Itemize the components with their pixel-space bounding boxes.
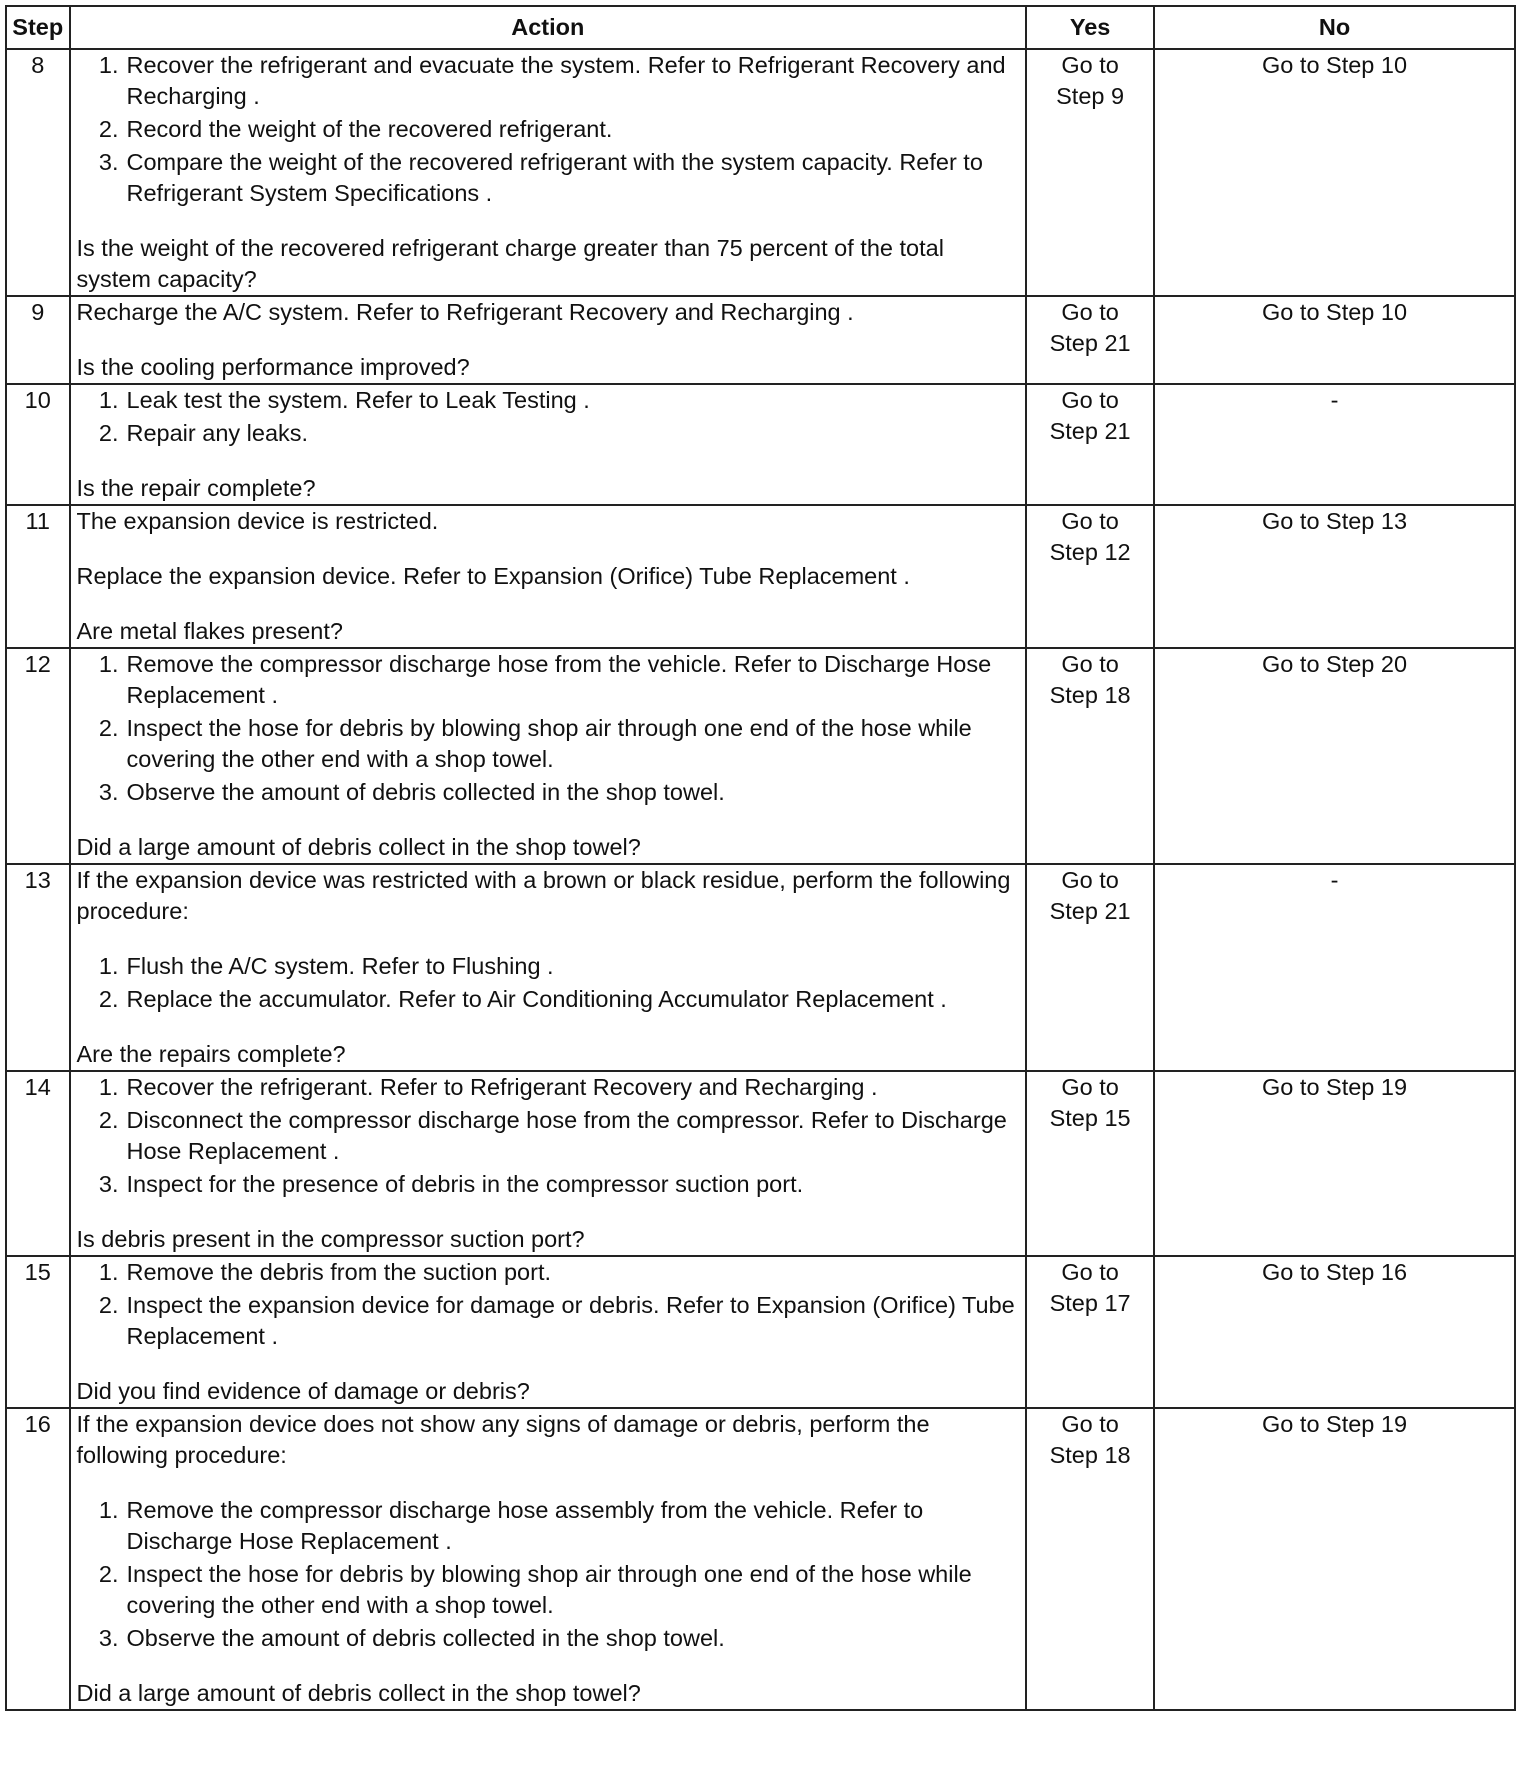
no-outcome: - [1330, 387, 1339, 413]
yes-cell [1026, 505, 1154, 648]
table-row [6, 296, 1515, 384]
action-cell [70, 296, 1027, 384]
yes-outcome: Go to Step 17 [1049, 1259, 1131, 1316]
step-number: 8 [6, 49, 70, 296]
yes-outcome: Go to Step 18 [1049, 651, 1131, 708]
header-action: Action [70, 6, 1027, 49]
table-row [6, 505, 1515, 648]
yes-outcome: Go to Step 21 [1049, 299, 1131, 356]
action-question: Is the cooling performance improved? [76, 354, 470, 380]
no-cell [1154, 49, 1515, 296]
step-number: 11 [6, 505, 70, 648]
action-cell [70, 49, 1027, 296]
no-outcome: Go to Step 10 [1262, 52, 1408, 78]
yes-cell [1026, 1256, 1154, 1408]
no-cell [1154, 1071, 1515, 1256]
table-row [6, 1256, 1515, 1408]
no-cell [1154, 384, 1515, 505]
action-list [77, 50, 1020, 209]
no-outcome: Go to Step 13 [1262, 508, 1408, 534]
action-question: Did a large amount of debris collect in the shop towel? [76, 1680, 641, 1706]
step-number: 10 [6, 384, 70, 505]
list-item: Observe the amount of debris collected in the shop towel. [126, 779, 725, 805]
action-cell [70, 864, 1027, 1071]
step-number: 15 [6, 1256, 70, 1408]
action-intro: The expansion device is restricted. [76, 508, 439, 534]
yes-outcome: Go to Step 9 [1056, 52, 1125, 109]
list-item: Inspect the hose for debris by blowing shop air through one end of the hose while covering the other end with a shop towel. [126, 1561, 972, 1618]
step-number: 16 [6, 1408, 70, 1710]
action-question: Are metal flakes present? [76, 618, 343, 644]
action-intro: If the expansion device does not show any signs of damage or debris, perform the following procedure: [76, 1411, 930, 1468]
table-row [6, 49, 1515, 296]
no-outcome: Go to Step 19 [1262, 1074, 1408, 1100]
yes-cell [1026, 49, 1154, 296]
no-cell [1154, 505, 1515, 648]
action-list [77, 1257, 1020, 1352]
list-item: Repair any leaks. [126, 420, 309, 446]
action-list [77, 951, 1020, 1015]
action-intro-2: Replace the expansion device. Refer to Expansion (Orifice) Tube Replacement . [76, 563, 910, 589]
yes-outcome: Go to Step 21 [1049, 387, 1131, 444]
list-item: Inspect for the presence of debris in the compressor suction port. [126, 1171, 804, 1197]
action-question: Is debris present in the compressor suction port? [76, 1226, 585, 1252]
no-cell [1154, 1408, 1515, 1710]
header-no: No [1154, 6, 1515, 49]
action-question: Is the repair complete? [76, 475, 316, 501]
action-list [77, 649, 1020, 808]
action-intro: If the expansion device was restricted with a brown or black residue, perform the following procedure: [76, 867, 1011, 924]
table-row [6, 648, 1515, 864]
step-number: 9 [6, 296, 70, 384]
action-cell [70, 648, 1027, 864]
yes-outcome: Go to Step 21 [1049, 867, 1131, 924]
step-number: 12 [6, 648, 70, 864]
action-question: Did you find evidence of damage or debris? [76, 1378, 530, 1404]
table-header-row [6, 6, 1515, 49]
list-item: Flush the A/C system. Refer to Flushing . [126, 953, 554, 979]
action-cell [70, 1408, 1027, 1710]
list-item: Remove the compressor discharge hose assembly from the vehicle. Refer to Discharge Hose Replacement . [126, 1497, 924, 1554]
header-yes: Yes [1026, 6, 1154, 49]
action-question: Is the weight of the recovered refrigerant charge greater than 75 percent of the total system capacity? [76, 235, 944, 292]
table-row [6, 384, 1515, 505]
list-item: Observe the amount of debris collected in the shop towel. [126, 1625, 725, 1651]
yes-cell [1026, 1408, 1154, 1710]
yes-outcome: Go to Step 18 [1049, 1411, 1131, 1468]
action-question: Did a large amount of debris collect in the shop towel? [76, 834, 641, 860]
list-item: Disconnect the compressor discharge hose from the compressor. Refer to Discharge Hose Replacement . [126, 1107, 1007, 1164]
table-row [6, 1071, 1515, 1256]
yes-cell [1026, 864, 1154, 1071]
list-item: Inspect the expansion device for damage or debris. Refer to Expansion (Orifice) Tube Replacement . [126, 1292, 1015, 1349]
list-item: Leak test the system. Refer to Leak Testing . [126, 387, 590, 413]
list-item: Recover the refrigerant. Refer to Refrigerant Recovery and Recharging . [126, 1074, 878, 1100]
action-cell [70, 1071, 1027, 1256]
yes-cell [1026, 384, 1154, 505]
no-cell [1154, 296, 1515, 384]
action-cell [70, 505, 1027, 648]
step-number: 13 [6, 864, 70, 1071]
action-question: Are the repairs complete? [76, 1041, 346, 1067]
list-item: Compare the weight of the recovered refrigerant with the system capacity. Refer to Refrigerant System Specifications . [126, 149, 983, 206]
no-outcome: Go to Step 10 [1262, 299, 1408, 325]
yes-cell [1026, 296, 1154, 384]
no-cell [1154, 648, 1515, 864]
no-outcome: - [1330, 867, 1339, 893]
no-outcome: Go to Step 19 [1262, 1411, 1408, 1437]
no-outcome: Go to Step 20 [1262, 651, 1408, 677]
list-item: Record the weight of the recovered refrigerant. [126, 116, 613, 142]
yes-outcome: Go to Step 12 [1049, 508, 1131, 565]
list-item: Remove the debris from the suction port. [126, 1259, 552, 1285]
action-list [77, 1072, 1020, 1200]
header-step: Step [6, 6, 70, 49]
no-cell [1154, 864, 1515, 1071]
no-cell [1154, 1256, 1515, 1408]
step-number: 14 [6, 1071, 70, 1256]
action-list [77, 1495, 1020, 1654]
table-row [6, 864, 1515, 1071]
list-item: Inspect the hose for debris by blowing shop air through one end of the hose while covering the other end with a shop towel. [126, 715, 972, 772]
yes-cell [1026, 648, 1154, 864]
yes-outcome: Go to Step 15 [1049, 1074, 1131, 1131]
no-outcome: Go to Step 16 [1262, 1259, 1408, 1285]
action-cell [70, 1256, 1027, 1408]
action-intro: Recharge the A/C system. Refer to Refrigerant Recovery and Recharging . [76, 299, 854, 325]
list-item: Replace the accumulator. Refer to Air Conditioning Accumulator Replacement . [126, 986, 947, 1012]
action-list [77, 385, 1020, 449]
diagnostic-table [5, 5, 1516, 1711]
list-item: Recover the refrigerant and evacuate the system. Refer to Refrigerant Recovery and Recharging . [126, 52, 1006, 109]
action-cell [70, 384, 1027, 505]
table-row [6, 1408, 1515, 1710]
list-item: Remove the compressor discharge hose from the vehicle. Refer to Discharge Hose Replacement . [126, 651, 992, 708]
yes-cell [1026, 1071, 1154, 1256]
